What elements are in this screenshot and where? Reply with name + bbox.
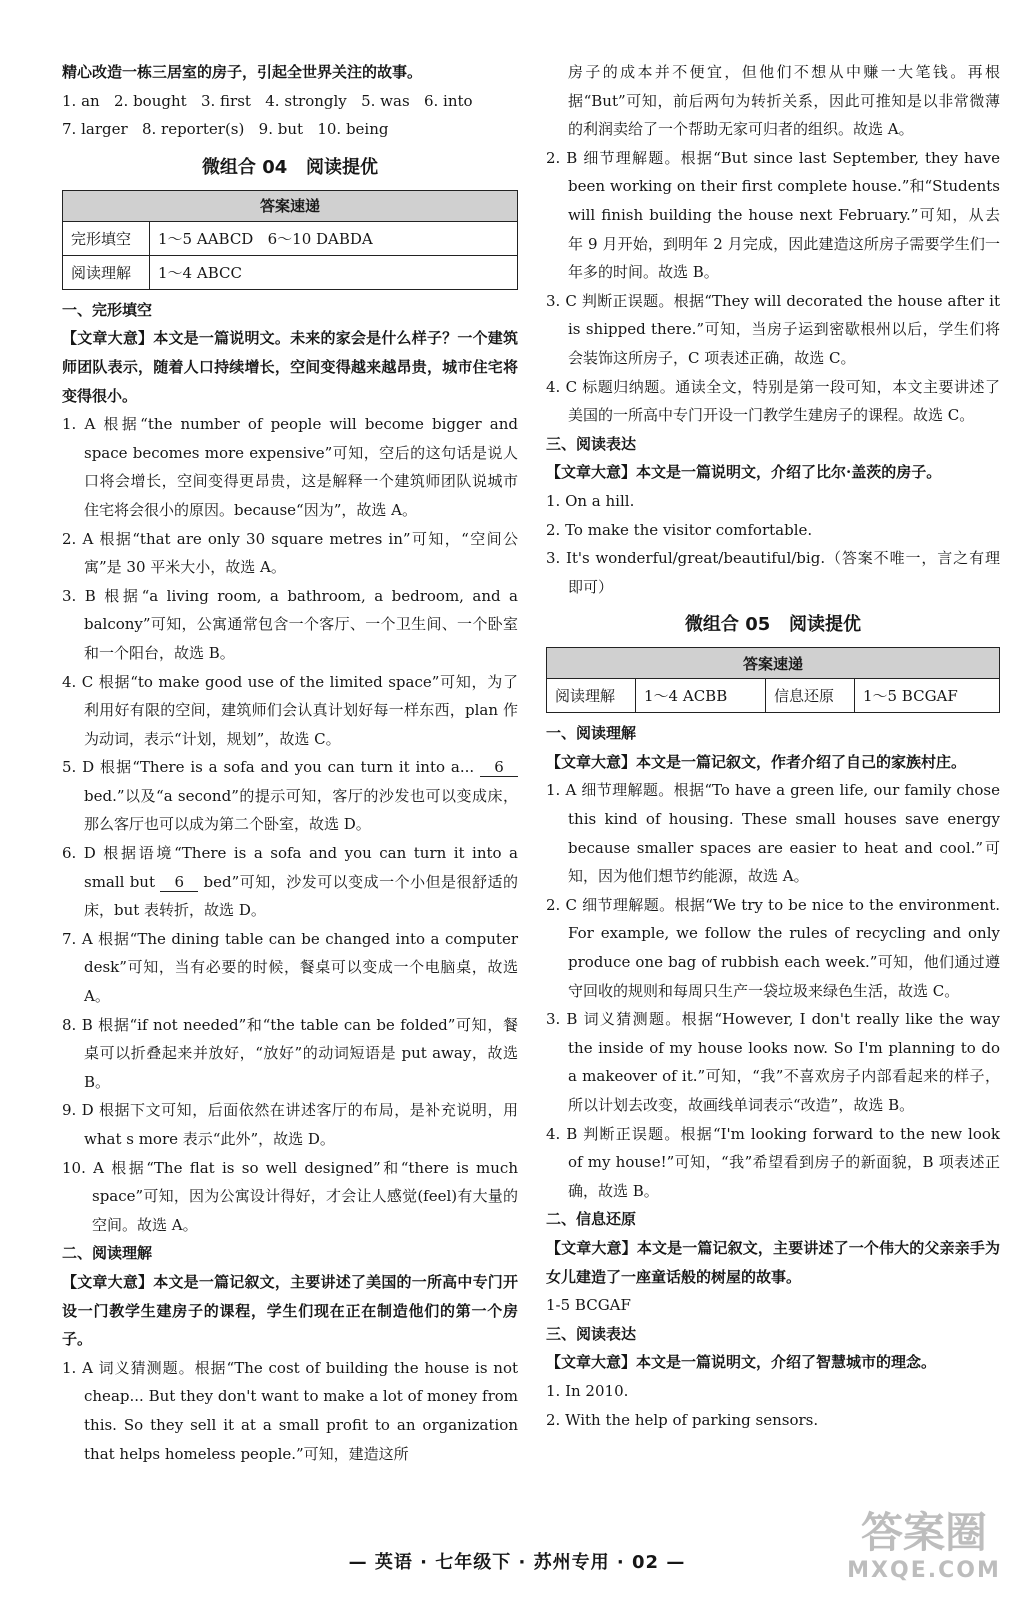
answer-text: 5. D 根据“There is a sofa and you can turn it into a... <box>62 758 475 777</box>
answer-item: 8. B 根据“if not needed”和“the table can be folded”可知，餐桌可以折叠起来并放好，“放好”的动词短语是 put away，故选 B。 <box>62 1015 518 1091</box>
section-title-05: 微组合 05 阅读提优 <box>684 614 862 636</box>
section-heading-reading: 一、阅读理解 <box>546 724 637 743</box>
answer-table-05 <box>546 647 1000 713</box>
watermark-logo <box>836 1508 1012 1592</box>
answer-text: bed.”以及“a second”的提示可知，客厅的沙发也可以变成床，那么客厅也可以成为第二个卧室，故选 D。 <box>84 786 518 834</box>
answer-item: 10. A 根据“The flat is so well designed”和“there is much space”可知，因为公寓设计得好，才会让人感觉(feel)有大量的空间。故选 A。 <box>62 1158 518 1234</box>
answer-item: 4. C 根据“to make good use of the limited space”可知，为了利用好有限的空间，建筑师们会认真计划好每一样东西，plan 作为动词，表示“计划，规划”，故选 C。 <box>62 672 518 748</box>
answer-row-label: 完形填空 <box>63 221 150 255</box>
answer-item: 4. C 标题归纳题。通读全文，特别是第一段可知，本文主要讲述了美国的一所高中专门开设一门教学生建房子的课程。故选 C。 <box>546 377 1000 425</box>
article-summary: 【文章大意】本文是一篇说明文，介绍了智慧城市的理念。 <box>546 1353 937 1372</box>
answer-row-value: 1～5 AABCD 6～10 DABDA <box>150 221 518 255</box>
answer-line: 1. In 2010. <box>546 1381 629 1400</box>
left-column <box>62 58 518 1468</box>
blank-number: 6 <box>160 873 198 892</box>
right-column <box>546 58 1000 1434</box>
answer-item: 2. C 细节理解题。根据“We try to be nice to the environment. For example, we follow the rules of recycling and only produce one bag of rubbish each week.”可知，他们通过遵守回收的规则和每周只生产一袋垃圾来绿色生活，故选 C。 <box>546 895 1000 1000</box>
answer-text: bed”可知，沙发可以变成一个小但是很舒适的床，but 表转折，故选 D。 <box>84 872 518 920</box>
article-summary: 【文章大意】本文是一篇记叙文，主要讲述了一个伟大的父亲亲手为女儿建造了一座童话般的树屋的故事。 <box>546 1238 1000 1286</box>
continued-summary: 精心改造一栋三居室的房子，引起全世界关注的故事。 <box>62 63 423 81</box>
article-summary: 【文章大意】本文是一篇记叙文，作者介绍了自己的家族村庄。 <box>546 752 967 771</box>
watermark-url: MXQE.COM <box>847 1558 1001 1583</box>
answer-item <box>62 753 518 839</box>
answer-line: 1. On a hill. <box>546 491 635 510</box>
answer-line: 1-5 BCGAF <box>546 1296 631 1315</box>
answer-row-label: 信息还原 <box>765 679 854 713</box>
answer-row-label: 阅读理解 <box>547 679 636 713</box>
answer-row-value: 1～4 ACBB <box>636 679 766 713</box>
answer-item: 2. A 根据“that are only 30 square metres in”可知，“空间公寓”是 30 平米大小，故选 A。 <box>62 529 518 577</box>
article-summary: 【文章大意】本文是一篇说明文。未来的家会是什么样子？一个建筑师团队表示，随着人口持续增长，空间变得越来越昂贵，城市住宅将变得很小。 <box>62 329 518 405</box>
answer-table-04 <box>62 190 518 290</box>
answer-item: 4. B 判断正误题。根据“I'm looking forward to the new look of my house!”可知，“我”希望看到房子的新面貌，B 项表述正确，故选 B。 <box>546 1124 1000 1200</box>
answer-item: 1. A 细节理解题。根据“To have a green life, our family chose this kind of housing. These small houses save energy because smaller spaces are easier to heat and cool.”可知，因为他们想节约能源，故选 A。 <box>546 781 1000 886</box>
answer-continuation: 房子的成本并不便宜，但他们不想从中赚一大笔钱。再根据“But”可知，前后两句为转折关系，因此可推知是以非常微薄的利润卖给了一个帮助无家可归者的组织。故选 A。 <box>568 63 1000 139</box>
section-heading-expression: 三、阅读表达 <box>546 434 637 453</box>
watermark-text: 答案圈 <box>860 1508 987 1557</box>
answer-table-header: 答案速递 <box>547 648 1000 679</box>
page-footer: — 英语 · 七年级下 · 苏州专用 · 02 — <box>348 1552 686 1573</box>
key-line-2: 7. larger 8. reporter(s) 9. but 10. being <box>62 120 389 139</box>
section-title-04: 微组合 04 阅读提优 <box>201 156 379 178</box>
article-summary: 【文章大意】本文是一篇说明文，介绍了比尔·盖茨的房子。 <box>546 463 942 482</box>
answer-row-value: 1～4 ABCC <box>150 255 518 289</box>
answer-line: 2. With the help of parking sensors. <box>546 1410 819 1429</box>
section-heading-info: 二、信息还原 <box>546 1210 637 1229</box>
answer-text: 6. D 根据语境“There is a sofa and you can turn it into a small but <box>62 844 518 891</box>
answer-item: 1. A 根据“the number of people will become bigger and space becomes more expensive”可知，空后的这句话是说人口将会增长，空间变得更昂贵，这是解释一个建筑师团队说城市住宅将会很小的原因。because“因为”，故选 A。 <box>62 415 518 519</box>
answer-line: 3. It's wonderful/great/beautiful/big.（答案不唯一，言之有理即可） <box>546 549 1000 596</box>
key-line-1: 1. an 2. bought 3. first 4. strongly 5. was 6. into <box>62 91 473 110</box>
answer-item: 2. B 细节理解题。根据“But since last September, they have been working on their first complete house.”和“Students will finish building the house next February.”可知，从去年 9 月开始，到明年 2 月完成，因此建造这所房子需要学生们一年多的时间。故选 B。 <box>546 148 1000 282</box>
answer-line: 2. To make the visitor comfortable. <box>546 520 813 539</box>
answer-row-value: 1～5 BCGAF <box>854 679 999 713</box>
answer-table-header: 答案速递 <box>63 190 518 221</box>
section-heading-cloze: 一、完形填空 <box>62 300 153 319</box>
blank-number: 6 <box>480 758 518 777</box>
answer-item <box>62 839 518 925</box>
answer-item: 3. B 根据“a living room, a bathroom, a bedroom, and a balcony”可知，公寓通常包含一个客厅、一个卫生间、一个卧室和一个阳台，故选 B。 <box>62 586 518 662</box>
answer-item: 1. A 词义猜测题。根据“The cost of building the house is not cheap... But they don't want to make a lot of money from this. So they sell it at a small profit to an organization that helps homeless people.”可知，建造这所 <box>62 1358 518 1463</box>
answer-item: 7. A 根据“The dining table can be changed into a computer desk”可知，当有必要的时候，餐桌可以变成一个电脑桌，故选 A。 <box>62 929 518 1006</box>
answer-item: 9. D 根据下文可知，后面依然在讲述客厅的布局，是补充说明，用 what s more 表示“此外”，故选 D。 <box>62 1101 518 1148</box>
answer-item: 3. B 词义猜测题。根据“However, I don't really like the way the inside of my house looks now. So I'm planning to do a makeover of it.”可知，“我”不喜欢房子内部看起来的样子，所以计划去改变，故画线单词表示“改造”，故选 B。 <box>546 1010 1000 1114</box>
answer-item: 3. C 判断正误题。根据“They will decorated the house after it is shipped there.”可知，当房子运到密歇根州以后，学生们将会装饰这所房子，C 项表述正确，故选 C。 <box>546 291 1000 367</box>
section-heading-reading: 二、阅读理解 <box>62 1244 153 1263</box>
answer-row-label: 阅读理解 <box>63 255 150 289</box>
section-heading-expression: 三、阅读表达 <box>546 1324 637 1343</box>
article-summary: 【文章大意】本文是一篇记叙文，主要讲述了美国的一所高中专门开设一门教学生建房子的课程，学生们现在正在制造他们的第一个房子。 <box>62 1272 518 1349</box>
